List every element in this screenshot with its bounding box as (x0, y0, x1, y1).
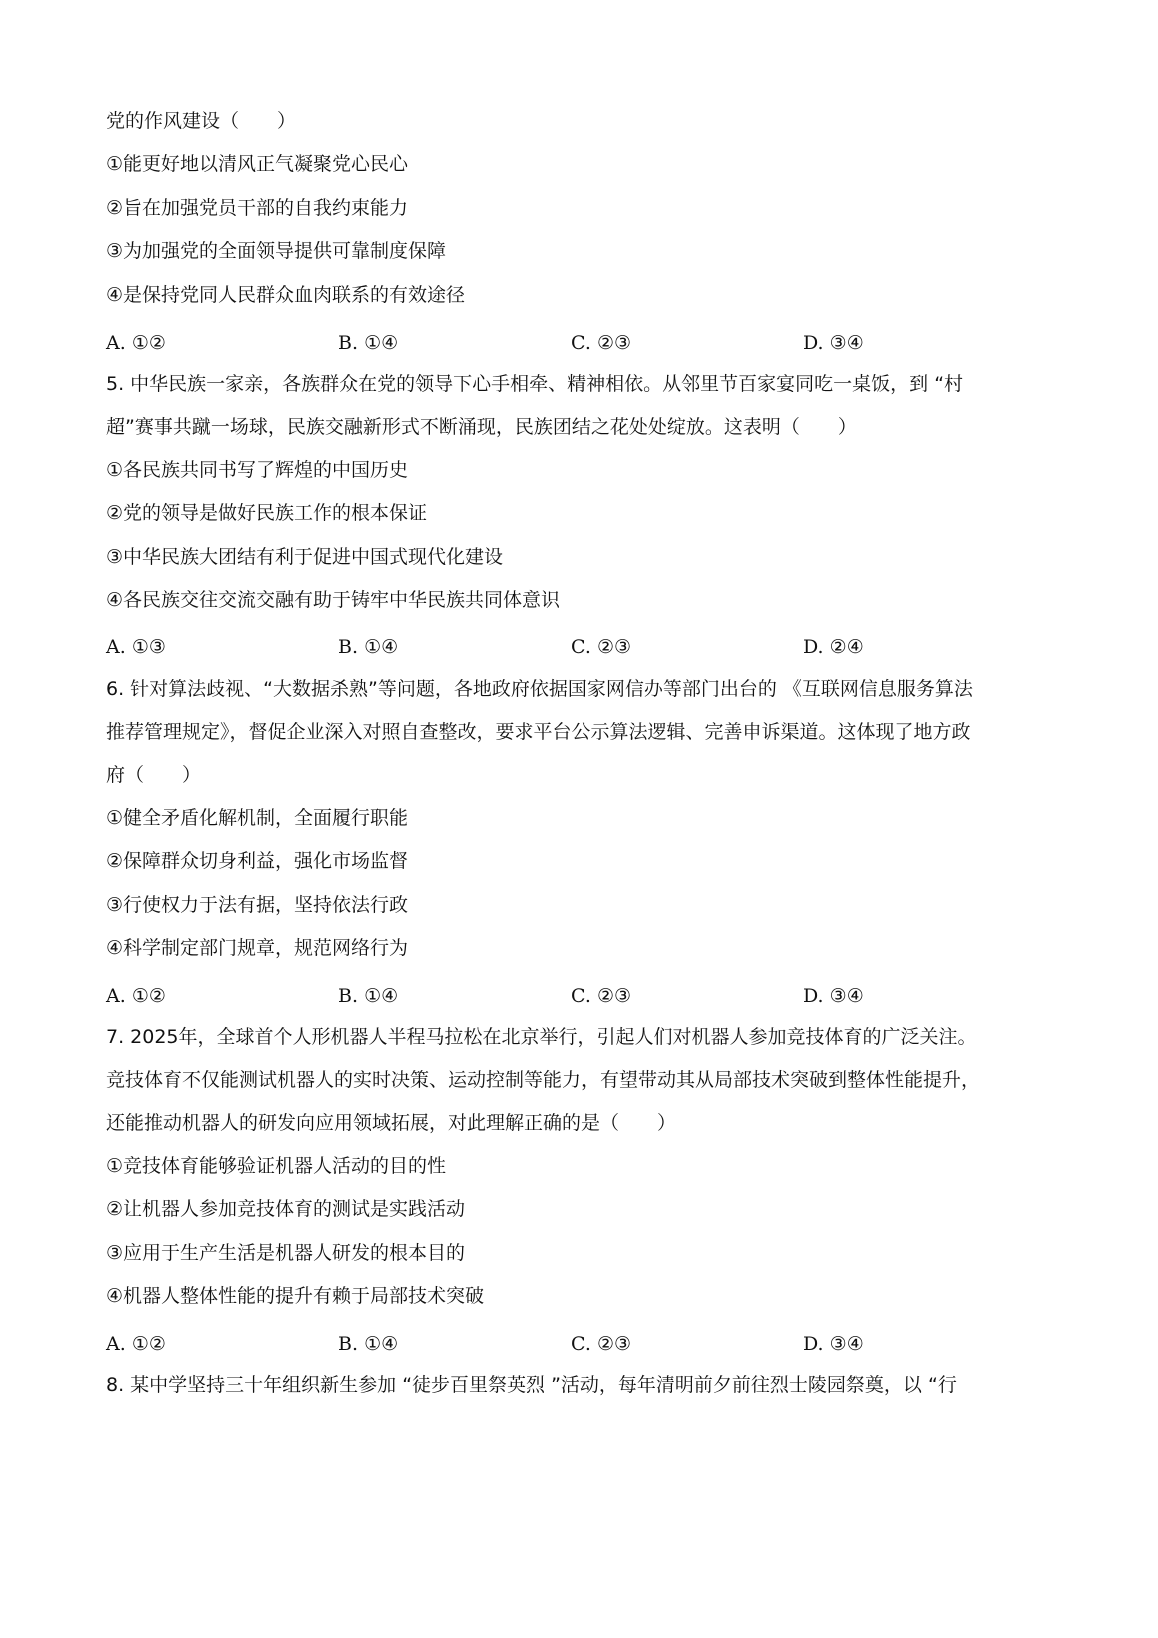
option-d: D. ②④ (803, 636, 864, 658)
question-7-stem-end: 还能推动机器人的研发向应用领域拓展，对此理解正确的是（ ） (106, 1112, 677, 1134)
option-d: D. ③④ (803, 985, 864, 1007)
statement-4: ④各民族交往交流交融有助于铸牢中华民族共同体意识 (106, 589, 561, 611)
question-7-stem: 7. 2025年，全球首个人形机器人半程马拉松在北京举行，引起人们对机器人参加竞技体育的广泛关注。 (106, 1026, 977, 1048)
statement-1: ①各民族共同书写了辉煌的中国历史 (106, 459, 409, 481)
option-c: C. ②③ (571, 332, 632, 354)
statement-1: ①竞技体育能够验证机器人活动的目的性 (106, 1155, 447, 1177)
option-c: C. ②③ (571, 636, 632, 658)
option-a: A. ①② (106, 985, 166, 1007)
question-5-stem: 5. 中华民族一家亲，各族群众在党的领导下心手相牵、精神相依。从邻里节百家宴同吃一桌饭，到 “村 (106, 373, 964, 395)
statement-1: ①能更好地以清风正气凝聚党心民心 (106, 153, 409, 175)
question-5-stem-cont: 超”赛事共蹴一场球，民族交融新形式不断涌现，民族团结之花处处绽放。这表明（ ） (106, 416, 857, 438)
statement-4: ④科学制定部门规章，规范网络行为 (106, 937, 409, 959)
option-a: A. ①② (106, 1333, 166, 1355)
statement-3: ③行使权力于法有据，坚持依法行政 (106, 894, 409, 916)
option-b: B. ①④ (338, 985, 399, 1007)
option-b: B. ①④ (338, 332, 399, 354)
option-c: C. ②③ (571, 1333, 632, 1355)
statement-3: ③为加强党的全面领导提供可靠制度保障 (106, 240, 447, 262)
question-7-stem-cont: 竞技体育不仅能测试机器人的实时决策、运动控制等能力，有望带动其从局部技术突破到整体性能提升， (106, 1069, 981, 1091)
option-b: B. ①④ (338, 1333, 399, 1355)
statement-3: ③应用于生产生活是机器人研发的根本目的 (106, 1242, 466, 1264)
statement-4: ④机器人整体性能的提升有赖于局部技术突破 (106, 1285, 485, 1307)
option-b: B. ①④ (338, 636, 399, 658)
option-c: C. ②③ (571, 985, 632, 1007)
statement-2: ②旨在加强党员干部的自我约束能力 (106, 197, 409, 219)
option-a: A. ①③ (106, 636, 166, 658)
option-d: D. ③④ (803, 1333, 864, 1355)
question-6-stem-end: 府（ ） (106, 764, 202, 786)
statement-2: ②保障群众切身利益，强化市场监督 (106, 850, 409, 872)
option-a: A. ①② (106, 332, 166, 354)
statement-1: ①健全矛盾化解机制，全面履行职能 (106, 807, 409, 829)
question-6-stem: 6. 针对算法歧视、“大数据杀熟”等问题，各地政府依据国家网信办等部门出台的 《互联网信息服务算法 (106, 678, 973, 700)
statement-2: ②让机器人参加竞技体育的测试是实践活动 (106, 1198, 466, 1220)
statement-2: ②党的领导是做好民族工作的根本保证 (106, 502, 428, 524)
question-8-stem: 8. 某中学坚持三十年组织新生参加 “徒步百里祭英烈 ”活动，每年清明前夕前往烈士陵园祭奠，以 “行 (106, 1374, 957, 1396)
option-d: D. ③④ (803, 332, 864, 354)
question-stem: 党的作风建设（ ） (106, 110, 297, 132)
question-6-stem-cont: 推荐管理规定》，督促企业深入对照自查整改，要求平台公示算法逻辑、完善申诉渠道。这体现了地方政 (106, 721, 971, 743)
statement-4: ④是保持党同人民群众血肉联系的有效途径 (106, 284, 466, 306)
statement-3: ③中华民族大团结有利于促进中国式现代化建设 (106, 546, 504, 568)
